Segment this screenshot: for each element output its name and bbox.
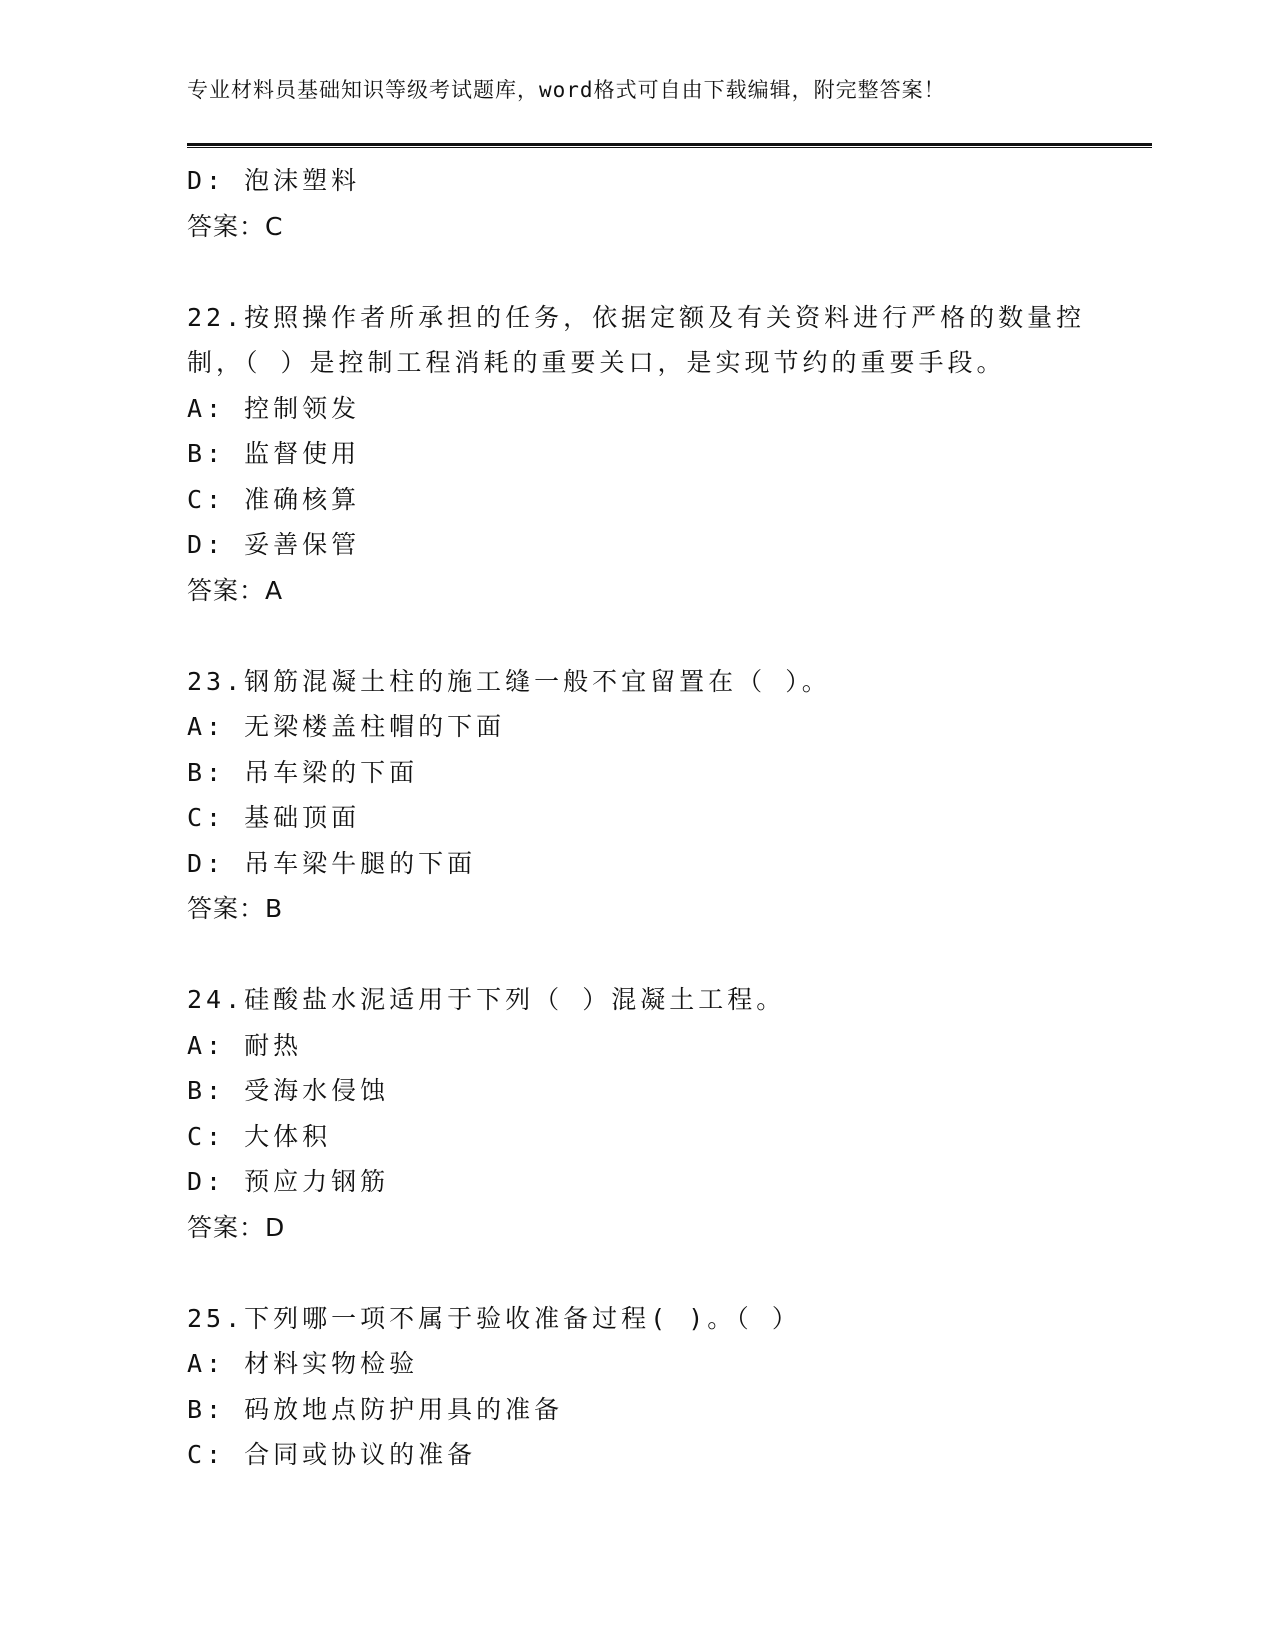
option-a: A: 耐热 (187, 1030, 303, 1060)
option-b: B: 监督使用 (187, 439, 361, 468)
question-stem-line: 25.下列哪一项不属于验收准备过程( )。（ ） (187, 1303, 801, 1333)
question-25 (187, 1296, 1087, 1478)
option-d: D: 吊车梁牛腿的下面 (187, 848, 477, 878)
option-b: B: 码放地点防护用具的准备 (187, 1394, 564, 1424)
option-c: C: 合同或协议的准备 (187, 1440, 477, 1469)
answer-line: 答案：D (187, 1212, 286, 1242)
answer-line: 答案：B (187, 894, 284, 923)
option-d: D: 妥善保管 (187, 530, 361, 559)
question-stem-line: 制，（ ）是控制工程消耗的重要关口，是实现节约的重要手段。 (187, 348, 1006, 377)
option-c: C: 准确核算 (187, 484, 361, 514)
answer-line: 答案：C (187, 211, 284, 241)
question-stem (187, 295, 1087, 386)
question-21-continuation (187, 158, 1087, 249)
question-stem (187, 977, 1087, 1023)
answer-line: 答案：A (187, 575, 284, 605)
question-22 (187, 295, 1087, 614)
page-header-title: 专业材料员基础知识等级考试题库，word格式可自由下载编辑，附完整答案！ (187, 78, 946, 102)
question-stem (187, 659, 1087, 705)
option-a: A: 控制领发 (187, 393, 361, 423)
option-b: B: 吊车梁的下面 (187, 757, 419, 787)
option-c: C: 基础顶面 (187, 803, 361, 832)
question-content (187, 158, 1087, 1478)
question-stem-line: 22.按照操作者所承担的任务，依据定额及有关资料进行严格的数量控 (187, 302, 1086, 332)
option-b: B: 受海水侵蚀 (187, 1076, 390, 1105)
option-d: D: 预应力钢筋 (187, 1167, 390, 1196)
option-a: A: 无梁楼盖柱帽的下面 (187, 712, 506, 741)
option-a: A: 材料实物检验 (187, 1349, 419, 1378)
option-c: C: 大体积 (187, 1121, 332, 1151)
question-23 (187, 659, 1087, 932)
question-stem-line: 23.钢筋混凝土柱的施工缝一般不宜留置在（ ）。 (187, 666, 831, 696)
option-d: D: 泡沫塑料 (187, 166, 361, 195)
question-24 (187, 977, 1087, 1250)
question-stem-line: 24.硅酸盐水泥适用于下列（ ）混凝土工程。 (187, 985, 786, 1014)
question-stem (187, 1296, 1087, 1342)
header-divider (187, 143, 1152, 148)
